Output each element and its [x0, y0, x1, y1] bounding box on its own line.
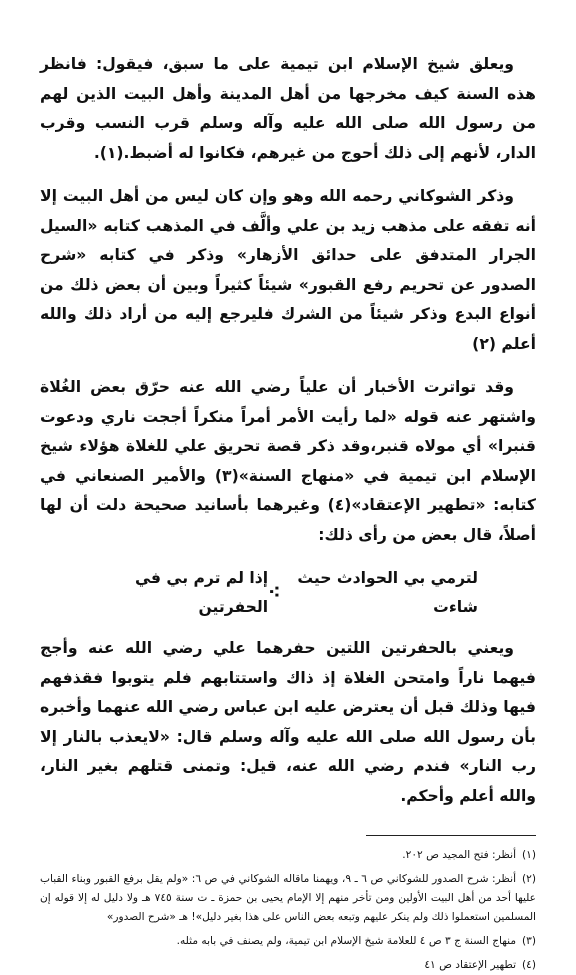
footnote-text: أنظر: فتح المجيد ص ٢٠٢. — [402, 849, 517, 861]
footnote-3 — [40, 932, 536, 951]
verse-first-hemistich: لترمي بي الحوادث حيث شاءت — [297, 569, 478, 616]
paragraph-shawkani: وذكر الشوكاني رحمه الله وهو وإن كان ليس من أهل البيت إلا أنه تفقه على مذهب زيد بن علي وألَّف في المذهب كتابه «السيل الجرار المتدفق على حدائق الأزهار» وذكر في كتابه «شرح الصدور عن تحريم رفع القبور» شيئاً كثيراً وبين أن بعض ذلك من أنواع البدع وذكر شيئاً من الشرك فليرجع إليه من أراد ذلك والله أعلم (٢) — [40, 187, 536, 353]
footnote-number: (٤) — [522, 959, 536, 971]
main-text — [40, 50, 536, 550]
footnote-2 — [40, 870, 536, 927]
footnote-text: تطهير الإعتقاد ص ٤١ — [424, 959, 517, 971]
verse-separator-icon: ⁖ — [268, 582, 281, 603]
footnote-4 — [40, 956, 536, 975]
footnote-text: منهاج السنة ج ٣ ص ٤ للعلامة شيخ الإسلام ابن تيمية، ولم يصنف في بابه مثله. — [176, 935, 517, 947]
footnote-1 — [40, 846, 536, 865]
paragraph-ali-burning: وقد تواترت الأخبار أن علياً رضي الله عنه حرّق بعض الغُلاة واشتهر عنه قوله «لما رأيت الأمر أمراً منكراً أججت ناري ودعوت قنبرا» أي مولاه قنبر،وقد ذكر قصة تحريق علي للغلاة هؤلاء شيخ الإسلام ابن تيمية في «منهاج السنة»(٣) والأمير الصنعاني في كتابه: «تطهير الإعتقاد»(٤) وغيرهما بأسانيد صحيحة دلت أن لها أصلاً، قال بعض من رأى ذلك: — [40, 378, 536, 544]
footnote-number: (٢) — [522, 873, 536, 885]
footnote-divider — [366, 835, 536, 836]
main-text-continued — [40, 634, 536, 811]
footnote-number: (١) — [522, 849, 536, 861]
verse-second-hemistich: إذا لم ترم بي في الحفرتين — [135, 569, 269, 616]
paragraph-two-pits: ويعني بالحفرتين اللتين حفرهما علي رضي الله عنه وأجج فيهما ناراً وامتحن الغلاة إذ ذاك واستتابهم فلم يتوبوا فقذفهم فيها وذلك قبل أن يعترض عليه ابن عباس رضي الله عنهما وأخبره بأن رسول الله صلى الله عليه وآله وسلم قال: «لايعذب بالنار إلا رب النار» فندم رضي الله عنه، قيل: وتمنى قتلهم بغير النار، والله أعلم وأحكم. — [40, 639, 536, 805]
footnote-number: (٣) — [522, 935, 536, 947]
poetry-verse — [40, 564, 536, 622]
footnotes — [40, 846, 536, 975]
footnote-text: أنظر: شرح الصدور للشوكاني ص ٦ ـ ٩، ويهمنا ماقاله الشوكاني في ص ٦: «ولم يقل برفع القبور وبناء القباب عليها أحد من أهل البيت الأولين ومن تأخر منهم إلا الإمام يحيى بن حمزة ـ ت سنة ٧٤٥ هـ ولا دليل له إلا قوله إن المسلمين استعملوا ذلك ولم ينكر عليهم وتبعه بعض الناس على هذا بغير دليل»! هـ «شرح الصدور» — [40, 873, 537, 923]
paragraph-ibn-taymiyyah-comment: ويعلق شيخ الإسلام ابن تيمية على ما سبق، فيقول: فانظر هذه السنة كيف مخرجها من أهل المدينة وأهل البيت الذين لهم من رسول الله صلى الله عليه وآله وسلم قرب النسب وقرب الدار، لأنهم إلى ذلك أحوج من غيرهم، فكانوا له أضبط.(١). — [40, 55, 536, 162]
